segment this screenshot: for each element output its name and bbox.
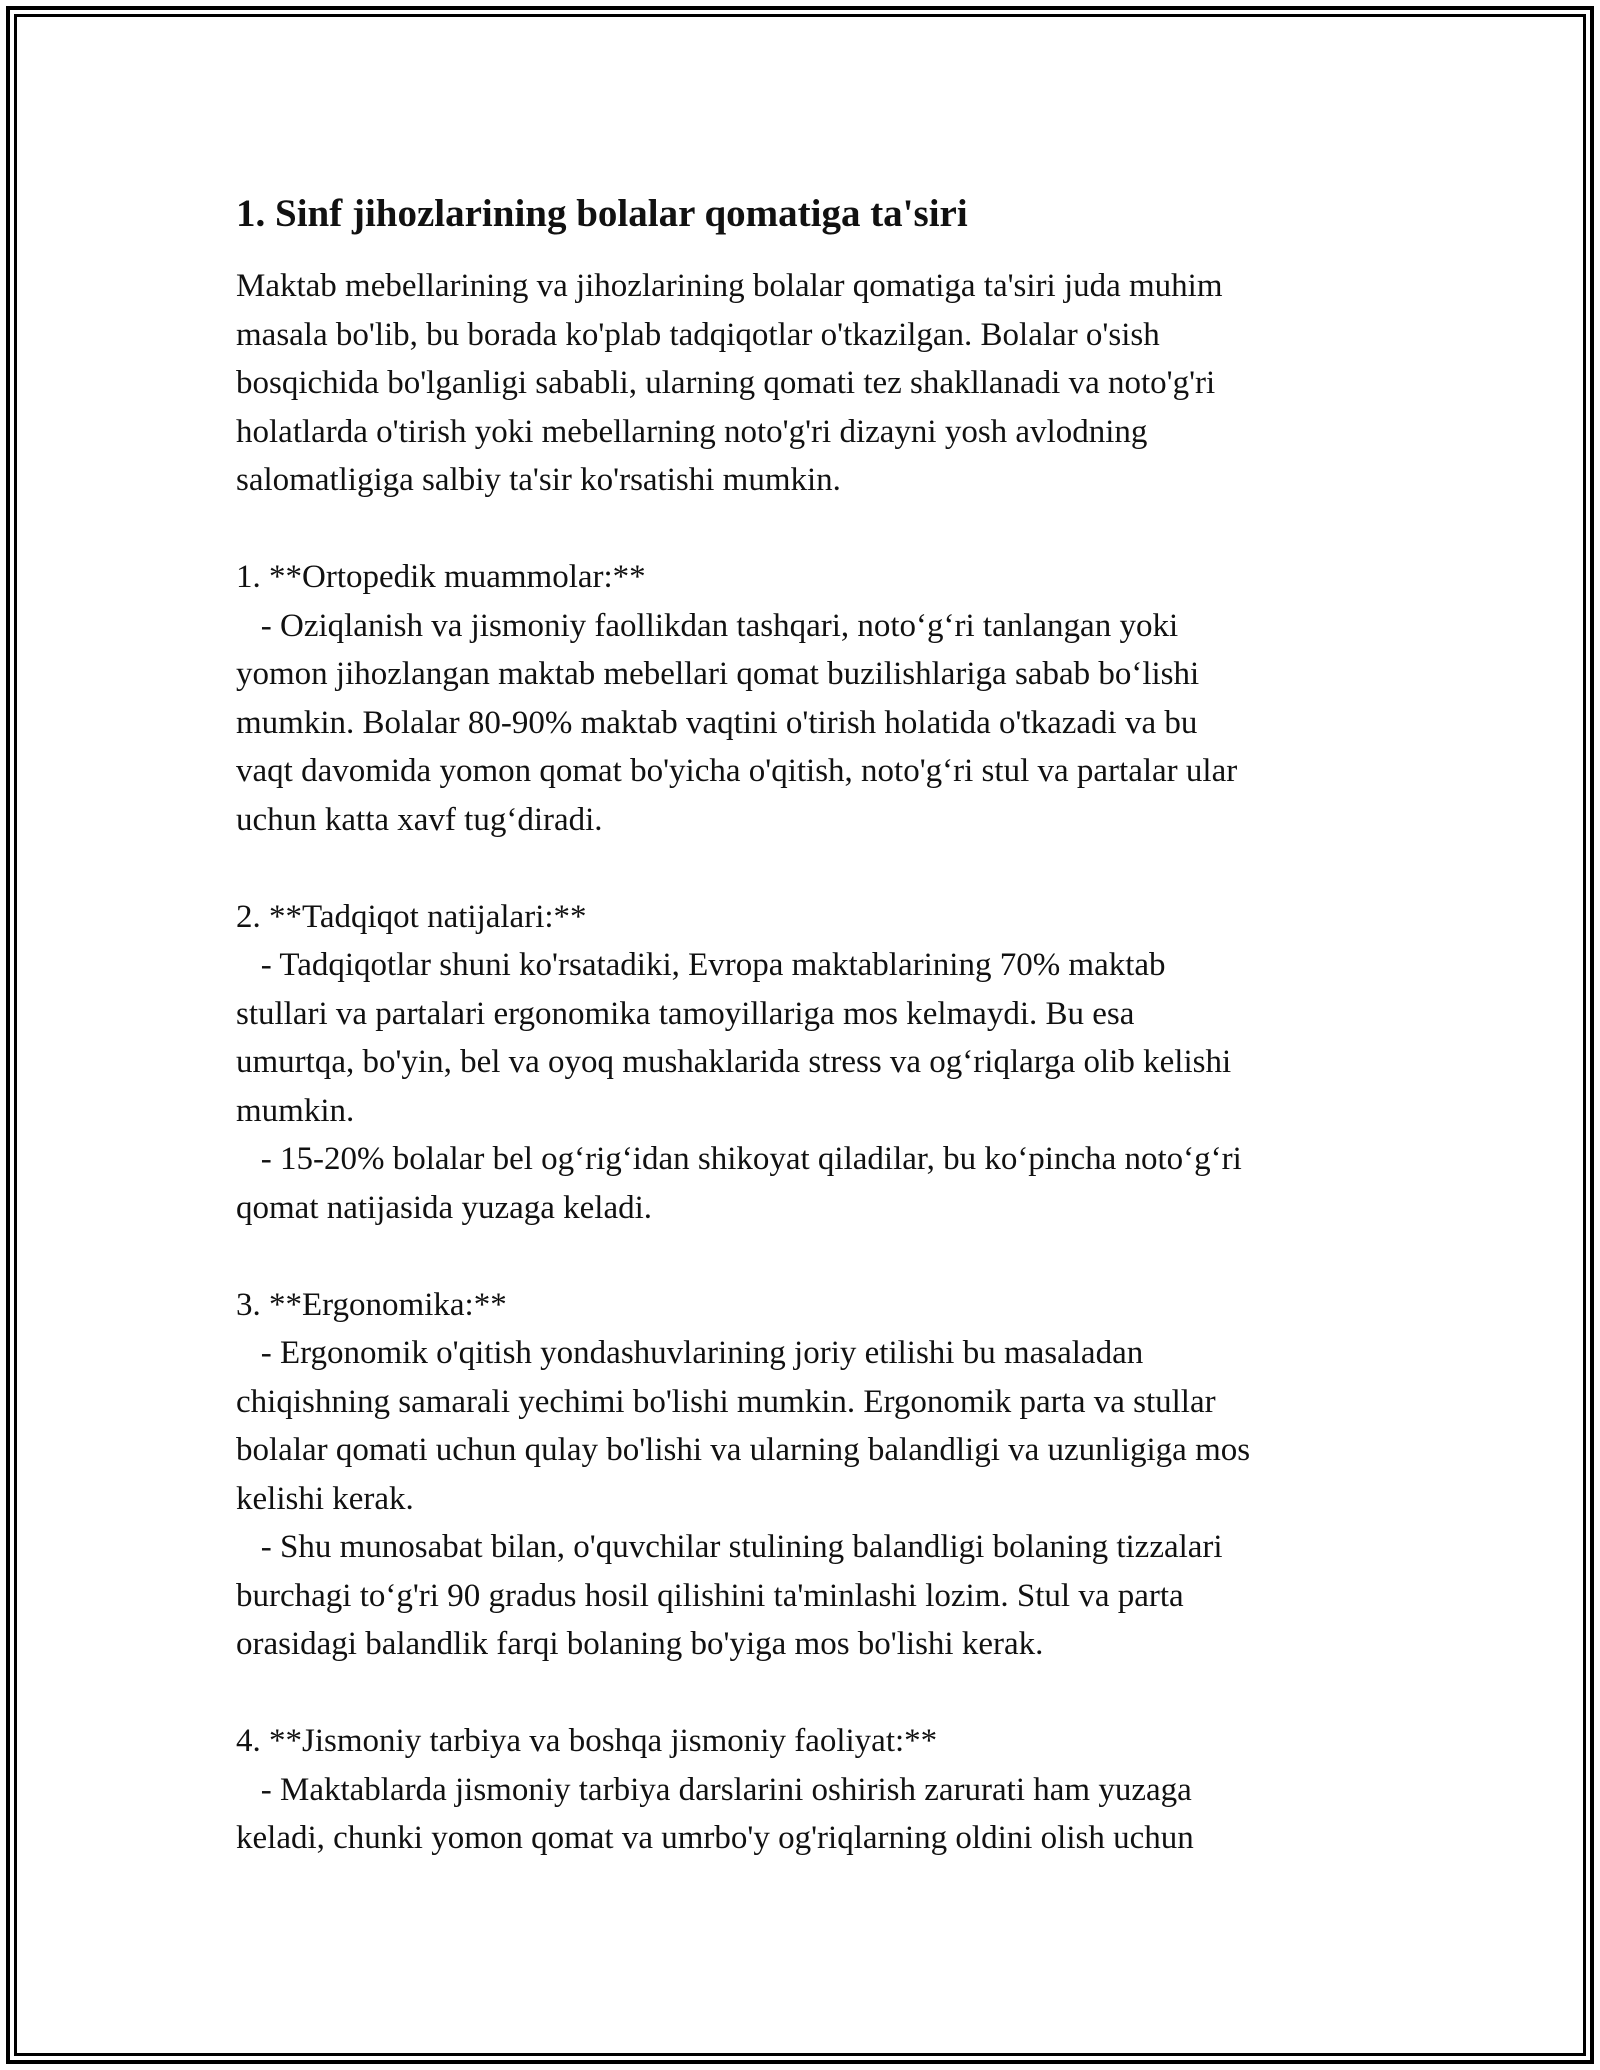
section-heading: 1. **Ortopedik muammolar:**: [236, 559, 646, 595]
section-jismoniy: [236, 1717, 1376, 1863]
section-line: orasidagi balandlik farqi bolaning bo'yiga mos bo'lishi kerak.: [236, 1626, 1044, 1662]
section-line: - Shu munosabat bilan, o'quvchilar stulining balandligi bolaning tizzalari: [236, 1529, 1223, 1565]
paragraph-gap: [236, 1669, 1376, 1718]
section-ergonomika: [236, 1281, 1376, 1669]
section-line: bolalar qomati uchun qulay bo'lishi va ularning balandligi va uzunligiga mos: [236, 1432, 1251, 1468]
intro-line: bosqichida bo'lganligi sababli, ularning qomati tez shakllanadi va noto'g'ri: [236, 365, 1216, 401]
section-line: - Oziqlanish va jismoniy faollikdan tashqari, noto‘g‘ri tanlangan yoki: [236, 607, 1179, 644]
section-line: stullari va partalari ergonomika tamoyillariga mos kelmaydi. Bu esa: [236, 995, 1135, 1032]
paragraph-gap: [236, 1232, 1376, 1281]
section-tadqiqot: [236, 893, 1376, 1233]
section-heading: 4. **Jismoniy tarbiya va boshqa jismoniy faoliyat:**: [236, 1723, 938, 1759]
intro-line: masala bo'lib, bu borada ko'plab tadqiqotlar o'tkazilgan. Bolalar o'sish: [236, 316, 1160, 353]
intro-paragraph: [236, 262, 1376, 505]
section-heading: 3. **Ergonomika:**: [236, 1286, 507, 1323]
intro-line: holatlarda o'tirish yoki mebellarning noto'g'ri dizayni yosh avlodning: [236, 413, 1148, 450]
intro-line: Maktab mebellarining va jihozlarining bolalar qomatiga ta'siri juda muhim: [236, 268, 1223, 304]
section-line: chiqishning samarali yechimi bo'lishi mumkin. Ergonomik parta va stullar: [236, 1383, 1216, 1420]
section-line: yomon jihozlangan maktab mebellari qomat buzilishlariga sabab bo‘lishi: [236, 656, 1200, 692]
section-line: uchun katta xavf tug‘diradi.: [236, 801, 603, 838]
section-line: mumkin. Bolalar 80-90% maktab vaqtini o'tirish holatida o'tkazadi va bu: [236, 704, 1198, 741]
section-line: kelishi kerak.: [236, 1480, 414, 1517]
section-line: qomat natijasida yuzaga keladi.: [236, 1189, 653, 1226]
paragraph-gap: [236, 844, 1376, 893]
section-line: - Maktablarda jismoniy tarbiya darslarini oshirish zarurati ham yuzaga: [236, 1771, 1192, 1808]
section-line: burchagi to‘g'ri 90 gradus hosil qilishini ta'minlashi lozim. Stul va parta: [236, 1577, 1184, 1614]
document-title: 1. Sinf jihozlarining bolalar qomatiga ta'siri: [236, 192, 968, 235]
section-line: mumkin.: [236, 1092, 355, 1129]
document-body: [236, 184, 1376, 1863]
section-line: umurtqa, bo'yin, bel va oyoq mushaklarida stress va og‘riqlarga olib kelishi: [236, 1044, 1232, 1080]
section-line: keladi, chunki yomon qomat va umrbo'y og'riqlarning oldini olish uchun: [236, 1820, 1194, 1856]
section-line: vaqt davomida yomon qomat bo'yicha o'qitish, noto'g‘ri stul va partalar ular: [236, 753, 1238, 789]
section-line: - 15-20% bolalar bel og‘rig‘idan shikoyat qiladilar, bu ko‘pincha noto‘g‘ri: [236, 1141, 1242, 1177]
section-heading: 2. **Tadqiqot natijalari:**: [236, 898, 587, 935]
section-ortopedik: [236, 553, 1376, 844]
section-line: - Ergonomik o'qitish yondashuvlarining joriy etilishi bu masaladan: [236, 1335, 1144, 1371]
intro-line: salomatligiga salbiy ta'sir ko'rsatishi mumkin.: [236, 462, 841, 498]
paragraph-gap: [236, 505, 1376, 554]
section-line: - Tadqiqotlar shuni ko'rsatadiki, Evropa maktablarining 70% maktab: [236, 947, 1166, 983]
